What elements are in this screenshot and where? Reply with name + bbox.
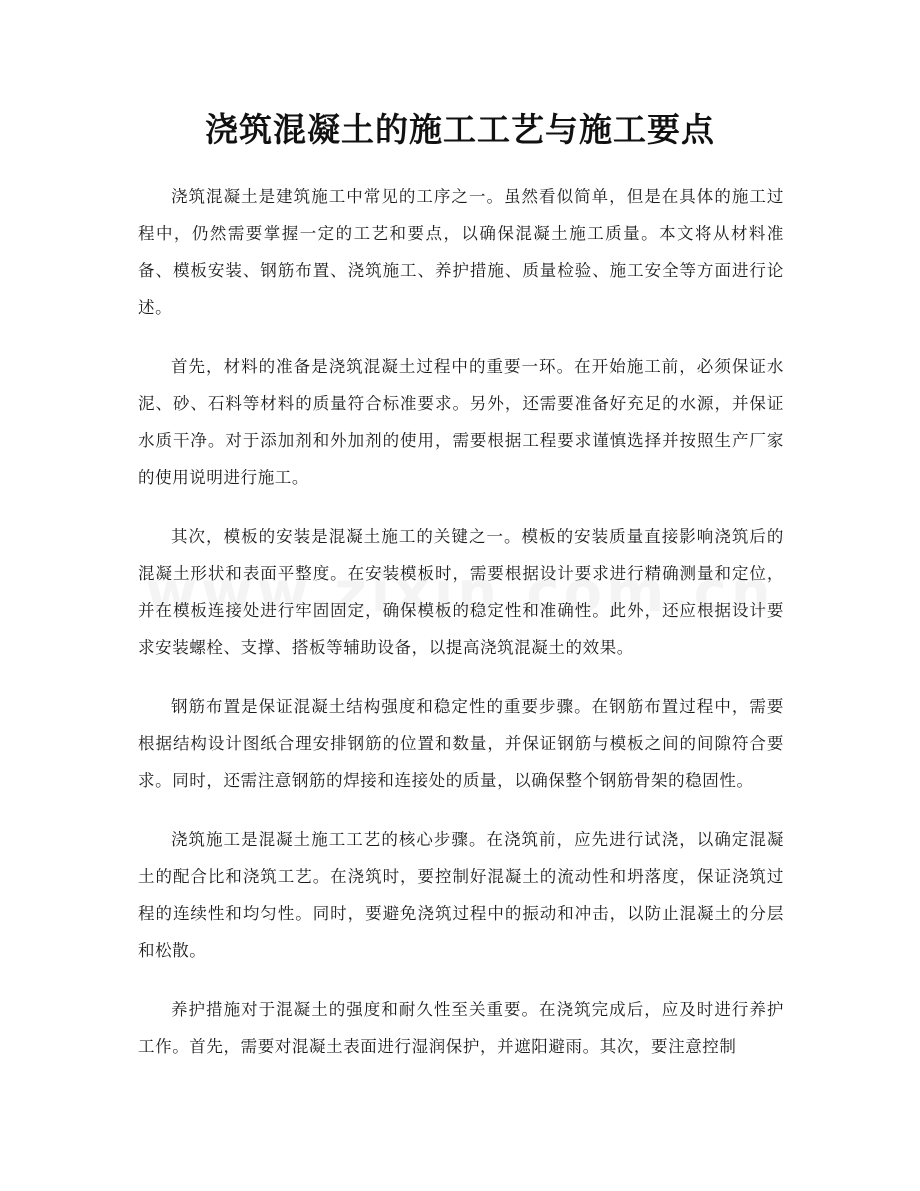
paragraph-materials: 首先，材料的准备是浇筑混凝土过程中的重要一环。在开始施工前，必须保证水泥、砂、石料等材料的质量符合标准要求。另外，还需要准备好充足的水源，并保证水质干净。对于添加剂和外加剂的使用，需要根据工程要求谨慎选择并按照生产厂家的使用说明进行施工。	[138, 357, 784, 487]
paragraph-intro: 浇筑混凝土是建筑施工中常见的工序之一。虽然看似简单，但是在具体的施工过程中，仍然需要掌握一定的工艺和要点，以确保混凝土施工质量。本文将从材料准备、模板安装、钢筋布置、浇筑施工、养护措施、质量检验、施工安全等方面进行论述。	[138, 187, 784, 317]
paragraph-pouring: 浇筑施工是混凝土施工工艺的核心步骤。在浇筑前，应先进行试浇，以确定混凝土的配合比和浇筑工艺。在浇筑时，要控制好混凝土的流动性和坍落度，保证浇筑过程的连续性和均匀性。同时，要避免浇筑过程中的振动和冲击，以防止混凝土的分层和松散。	[138, 830, 784, 960]
document-body	[138, 178, 784, 1087]
paragraph-formwork: 其次，模板的安装是混凝土施工的关键之一。模板的安装质量直接影响浇筑后的混凝土形状和表面平整度。在安装模板时，需要根据设计要求进行精确测量和定位，并在模板连接处进行牢固固定，确保模板的稳定性和准确性。此外，还应根据设计要求安装螺栓、支撑、搭板等辅助设备，以提高浇筑混凝土的效果。	[138, 527, 784, 657]
page-title: 浇筑混凝土的施工工艺与施工要点	[205, 110, 715, 149]
paragraph-rebar: 钢筋布置是保证混凝土结构强度和稳定性的重要步骤。在钢筋布置过程中，需要根据结构设计图纸合理安排钢筋的位置和数量，并保证钢筋与模板之间的间隙符合要求。同时，还需注意钢筋的焊接和连接处的质量，以确保整个钢筋骨架的稳固性。	[138, 697, 784, 790]
paragraph-curing: 养护措施对于混凝土的强度和耐久性至关重要。在浇筑完成后，应及时进行养护工作。首先，需要对混凝土表面进行湿润保护，并遮阳避雨。其次，要注意控制	[138, 1000, 784, 1056]
